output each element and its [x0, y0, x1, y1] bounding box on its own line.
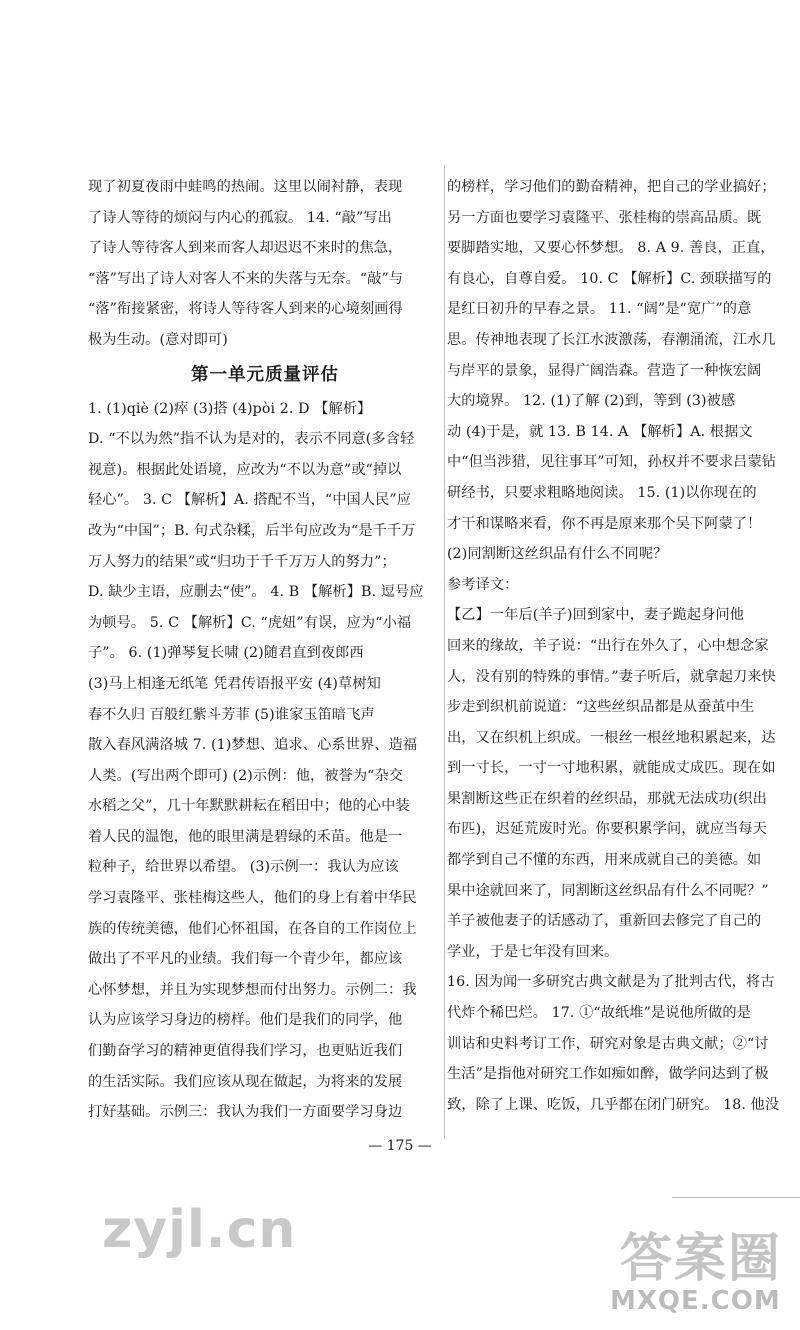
text-line: 果中途就回来了，同割断这丝织品有什么不同呢？”	[447, 882, 769, 899]
text-line: 参考译文：	[447, 576, 519, 593]
text-line: (2)同割断这丝织品有什么不同呢？	[447, 546, 668, 563]
section-title: 第一单元质量评估	[191, 364, 339, 385]
text-line: 族的传统美德，他们心怀祖国，在各自的工作岗位上	[88, 920, 417, 937]
text-line: 打好基础。示例三：我认为我们一方面要学习身边	[88, 1104, 403, 1121]
text-line: “落”写出了诗人对客人不来的失落与无奈。“敲”与	[88, 270, 404, 287]
text-line: 羊子被他妻子的话感动了，重新回去修完了自己的	[447, 913, 762, 930]
text-line: 现了初夏夜雨中蛙鸣的热闹。这里以闹衬静，表现	[88, 179, 403, 195]
text-line: 1. (1)qiè (2)瘁 (3)搭 (4)pòi 2. D 【解析】	[88, 400, 372, 417]
text-line: 万人努力的结果”或“归功于千千万万人的努力”；	[88, 553, 396, 570]
text-line: 步走到织机前说道：“这些丝织品都是从蚕茧中生	[447, 699, 755, 716]
watermark-daanquan: 答案圈	[620, 1229, 783, 1289]
text-line: 认为应该学习身边的榜样。他们是我们的同学，他	[88, 1012, 403, 1029]
left-lines-before	[88, 172, 442, 356]
text-line: 学业，于是七年没有回来。	[447, 943, 619, 960]
text-line: 代炸个稀巴烂。 17. ①“故纸堆”是说他所做的是	[447, 1005, 751, 1022]
text-line: 回来的缘故，羊子说：“出行在外久了，心中想念家	[447, 637, 769, 654]
text-line: 果割断这些正在织着的丝织品，那就无法成功(织出	[447, 790, 767, 807]
text-line: 大的境界。 12. (1)了解 (2)到，等到 (3)被感	[447, 393, 736, 410]
text-line: (3)马上相逢无纸笔 凭君传语报平安 (4)草树知	[88, 675, 381, 692]
text-line: 改为“中国”；B. 句式杂糅，后半句应改为“是千千万	[88, 522, 416, 539]
text-line: 散入春风满洛城 7. (1)梦想、追求、心系世界、造福	[88, 737, 418, 754]
text-line: 视意)。根据此处语境，应改为“不以为意”或“掉以	[88, 461, 402, 478]
left-lines-after	[88, 394, 442, 1128]
text-line: 与岸平的景象，显得广阔浩森。营造了一种恢宏阔	[447, 362, 762, 379]
text-line: 们勤奋学习的精神更值得我们学习，也更贴近我们	[88, 1043, 403, 1060]
text-line: 了诗人等待客人到来而客人却迟迟不来时的焦急，	[88, 240, 403, 257]
text-line: 是红日初升的早春之景。 11. “阔”是“宽广”的意	[447, 301, 752, 318]
scan-edge-line	[672, 1197, 800, 1198]
text-line: 做出了不平凡的业绩。我们每一个青少年，都应该	[88, 951, 403, 968]
text-line: 致，除了上课、吃饭，几乎都在闭门研究。 18. 他没	[447, 1096, 780, 1113]
page-number: — 175 —	[368, 1138, 432, 1154]
text-line: 动 (4)于是，就 13. B 14. A 【解析】A. 根据文	[447, 423, 753, 440]
text-line: 【乙】一年后(羊子)回到家中，妻子跪起身问他	[447, 607, 745, 624]
text-line: 要脚踏实地，又要心怀梦想。 8. A 9. 善良，正直，	[447, 240, 775, 257]
text-line: 布匹)，迟延荒废时光。你要积累学问，就应当每天	[447, 821, 767, 838]
text-line: 着人民的温饱，他的眼里满是碧绿的禾苗。他是一	[88, 828, 403, 845]
text-line: D. “不以为然”指不认为是对的，表示不同意(多含轻	[88, 431, 415, 448]
column-divider	[444, 165, 445, 1139]
text-line: “落”衔接紧密，将诗人等待客人到来的心境刻画得	[88, 301, 403, 318]
left-column	[88, 172, 442, 1128]
text-line: 都学到自己不懂的东西，用来成就自己的美德。如	[447, 852, 762, 869]
right-lines	[447, 172, 782, 1120]
text-line: 才干和谋略来看，你不再是原来那个吴下阿蒙了！	[447, 515, 762, 532]
text-line: 出，又在织机上织成。一根丝一根丝地积累起来，达	[447, 729, 776, 746]
text-line: 的榜样，学习他们的勤奋精神，把自己的学业搞好；	[447, 179, 776, 195]
text-line: 思。传神地表现了长江水波激荡，春潮涌流，江水几	[447, 331, 776, 348]
text-line: 训诂和史料考订工作，研究对象是古典文献；②“讨	[447, 1035, 769, 1052]
text-line: 人类。(写出两个即可) (2)示例：他，被誉为“杂交	[88, 767, 404, 784]
text-line: 学习袁隆平、张桂梅这些人，他们的身上有着中华民	[88, 890, 417, 907]
text-line: 生活”是指他对研究工作如痴如醉，做学问达到了极	[447, 1066, 769, 1083]
text-line: 到一寸长，一寸一寸地积累，就能成丈成匹。现在如	[447, 760, 776, 777]
text-line: 极为生动。(意对即可)	[88, 331, 228, 348]
text-line: 了诗人等待的烦闷与内心的孤寂。 14. “敲”写出	[88, 209, 392, 226]
text-line: D. 缺少主语，应删去“使”。 4. B 【解析】B. 逗号应	[88, 584, 424, 601]
watermark-mxqe: MXQE.COM	[610, 1286, 781, 1316]
text-line: 为顿号。 5. C 【解析】C. “虎妞”有误，应为“小福	[88, 614, 412, 631]
text-line: 研经书，只要求粗略地阅读。 15. (1)以你现在的	[447, 484, 757, 501]
text-line: 心怀梦想，并且为实现梦想而付出努力。示例二：我	[88, 981, 417, 998]
text-line: 水稻之父”，几十年默默耕耘在稻田中；他的心中装	[88, 798, 410, 815]
text-line: 粒种子，给世界以希望。 (3)示例一：我认为应该	[88, 859, 399, 876]
text-line: 中“但当涉猎，见往事耳”可知，孙权并不要求吕蒙钻	[447, 454, 777, 471]
text-line: 人，没有别的特殊的事情。”妻子听后，就拿起刀来快	[447, 668, 776, 685]
text-line: 轻心”。 3. C 【解析】A. 搭配不当，“中国人民”应	[88, 492, 412, 509]
text-line: 子”。 6. (1)弹琴复长啸 (2)随君直到夜郎西	[88, 645, 364, 662]
text-line: 另一方面也要学习袁隆平、张桂梅的崇高品质。既	[447, 209, 762, 226]
watermark-zyjl: zyjl.cn	[102, 1200, 297, 1260]
text-line: 有良心，自尊自爱。 10. C 【解析】C. 颈联描写的	[447, 270, 772, 287]
text-line: 春不久归 百般红紫斗芳菲 (5)谁家玉笛暗飞声	[88, 706, 375, 723]
text-line: 的生活实际。我们应该从现在做起，为将来的发展	[88, 1073, 403, 1090]
text-line: 16. 因为闻一多研究古典文献是为了批判古代，将古	[447, 974, 775, 991]
right-column	[447, 172, 782, 1120]
